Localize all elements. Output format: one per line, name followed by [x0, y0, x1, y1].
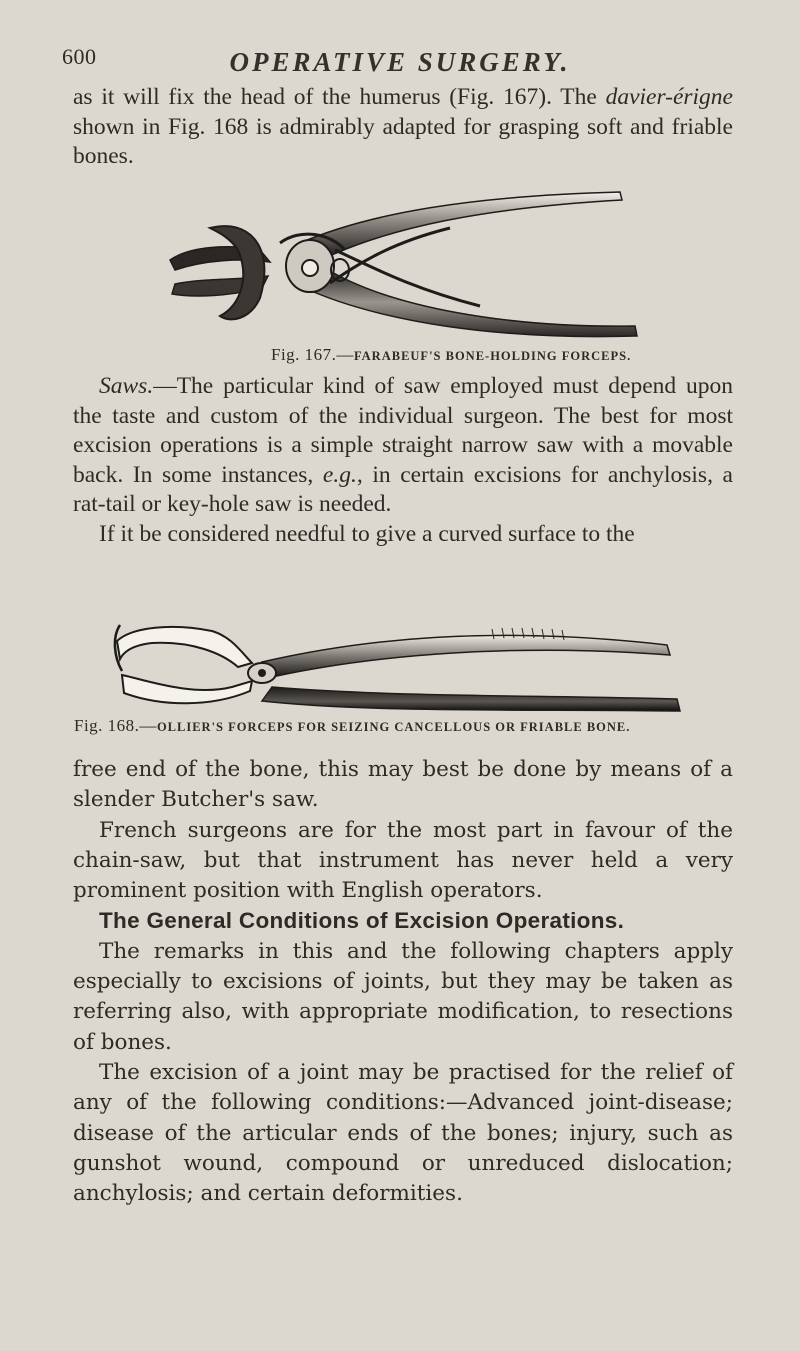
paragraph-conditions: The excision of a joint may be practised for the relief of any of the following conditions:—Advanced joint-disease; disease of the articular ends of the bones; injury, such as gunshot wound, compound or unreduced dislocation; anchylosis; and certain deformities.: [73, 1059, 733, 1207]
section-heading: The General Conditions of Excision Operations.: [99, 908, 625, 934]
paragraph-remarks: The remarks in this and the following chapters apply especially to excisions of joints, but they may be taken as referring also, with appropriate modification, to resections of bones.: [73, 938, 733, 1055]
paragraph-bottom: [73, 755, 733, 1209]
figure-168-caption: [74, 716, 774, 736]
paragraph-saws: [73, 372, 733, 550]
text-span: shown in Fig. 168 is admirably adapted for grasping soft and friable bones.: [73, 113, 733, 170]
paragraph-chain-saw: French surgeons are for the most part in favour of the chain-saw, but that instrument has never held a very prominent position with English operators.: [73, 817, 733, 904]
paragraph-top: [73, 83, 733, 172]
text-span: , in certain excisions for anchylosis, a rat-tail or key-hole saw is needed.: [73, 461, 733, 518]
running-title: OPERATIVE SURGERY.: [229, 47, 571, 77]
paragraph-butchers-saw: free end of the bone, this may best be done by means of a slender Butcher's saw.: [73, 757, 733, 813]
caption-text: FARABEUF'S BONE-HOLDING FORCEPS.: [353, 349, 632, 363]
text-span: —The particular kind of saw employed must depend upon the taste and custom of the individual surgeon. The best for most excision operations is a simple straight narrow saw with a movable back. In some instances,: [73, 373, 733, 488]
page-number: 600: [62, 44, 97, 69]
caption-number: Fig. 167.—: [271, 345, 354, 364]
italic-term: Saws.: [99, 373, 154, 399]
caption-number: Fig. 168.—: [74, 716, 157, 735]
figure-168-illustration: [112, 617, 682, 713]
figure-167-illustration: [150, 188, 660, 338]
text-span: as it will fix the head of the humerus (Fig. 167). The: [73, 84, 606, 110]
figure-167-caption: [271, 345, 800, 365]
caption-text: OLLIER'S FORCEPS FOR SEIZING CANCELLOUS OR FRIABLE BONE.: [156, 720, 631, 734]
paragraph-curved-surface: If it be considered needful to give a curved surface to the: [99, 520, 635, 547]
italic-term: e.g.: [322, 461, 357, 488]
italic-term: davier-érigne: [605, 84, 733, 110]
paragraph-saws-text: [73, 372, 733, 520]
paragraph-forceps-intro: [73, 83, 733, 172]
